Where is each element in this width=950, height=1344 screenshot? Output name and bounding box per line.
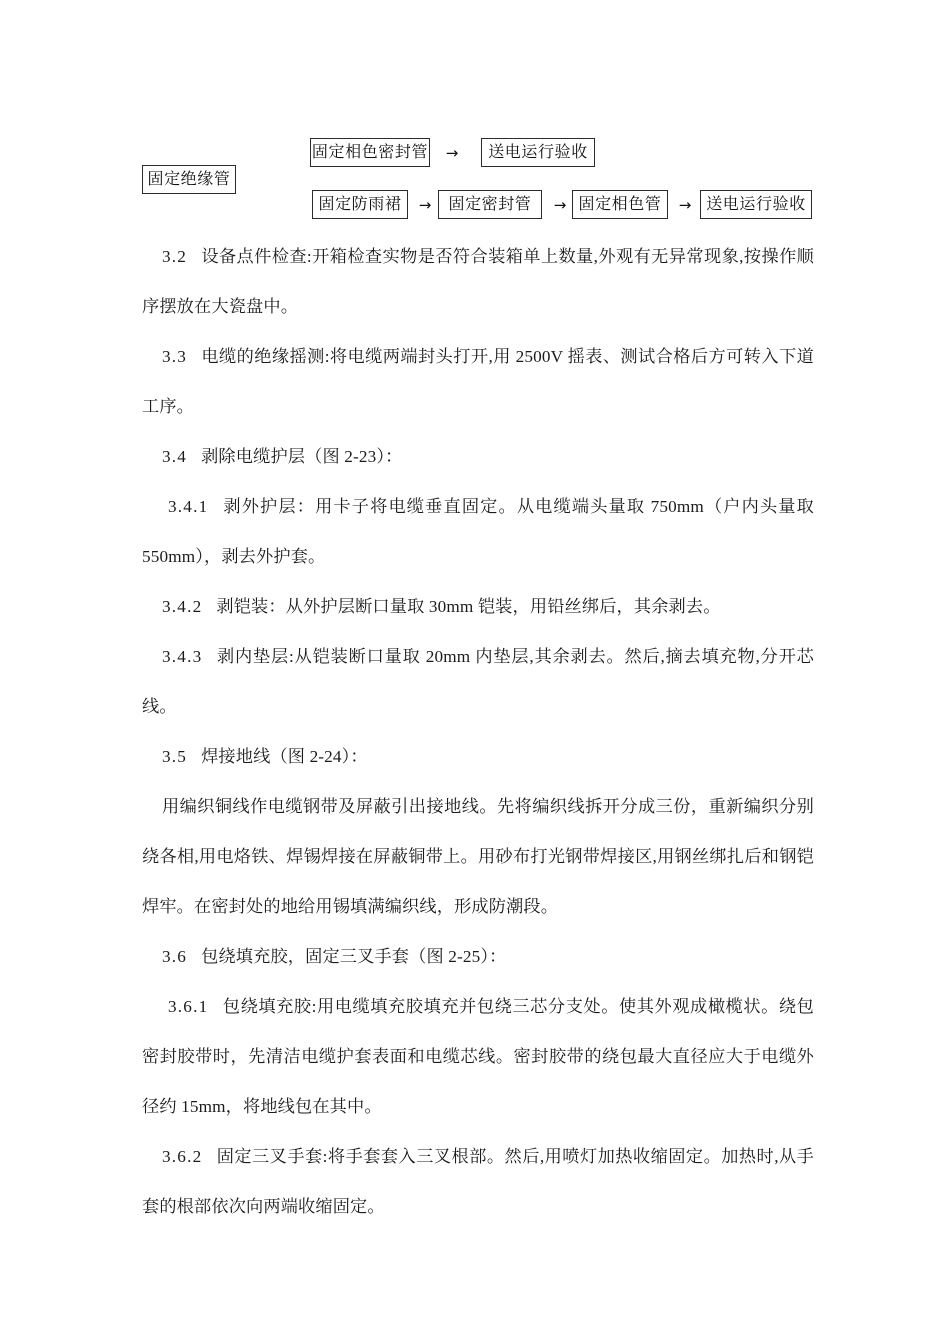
paragraph-number: 3.4.1 [168, 497, 209, 516]
paragraph [142, 782, 814, 932]
paragraph-text: 用编织铜线作电缆钢带及屏蔽引出接地线。先将编织线拆开分成三份，重新编织分别绕各相,用电烙铁、焊锡焊接在屏蔽铜带上。用砂布打光钢带焊接区,用钢丝绑扎后和钢铠焊牢。在密封处的地给用锡填满编织线，形成防潮段。 [142, 797, 814, 916]
paragraph-number: 3.6.2 [162, 1147, 203, 1166]
paragraph-text: 剥铠装：从外护层断口量取 30mm 铠装，用铅丝绑后，其余剥去。 [216, 597, 721, 616]
paragraph-number: 3.2 [162, 247, 188, 266]
paragraph-text: 电缆的绝缘摇测:将电缆两端封头打开,用 2500V 摇表、测试合格后方可转入下道工序。 [142, 347, 814, 416]
paragraph [142, 632, 814, 732]
paragraph [142, 332, 814, 432]
paragraph [142, 482, 814, 582]
paragraph [142, 232, 814, 332]
process-flowchart [0, 0, 950, 235]
paragraph-number: 3.4.2 [162, 597, 203, 616]
paragraph [142, 432, 814, 482]
paragraph-text: 包绕填充胶:用电缆填充胶填充并包绕三芯分支处。使其外观成橄榄状。绕包密封胶带时，先清洁电缆护套表面和电缆芯线。密封胶带的绕包最大直径应大于电缆外径约 15mm，将地线包在其中。 [142, 997, 814, 1116]
flow-box-power-on-acceptance-row2: 送电运行验收 [700, 190, 812, 219]
flow-box-fix-rain-skirt: 固定防雨裙 [312, 190, 408, 219]
paragraph [142, 982, 814, 1132]
paragraph-text: 固定三叉手套:将手套套入三叉根部。然后,用喷灯加热收缩固定。加热时,从手套的根部依次向两端收缩固定。 [142, 1147, 814, 1216]
paragraph-text: 设备点件检查:开箱检查实物是否符合装箱单上数量,外观有无异常现象,按操作顺序摆放在大瓷盘中。 [142, 247, 815, 316]
document-body [142, 232, 814, 1232]
paragraph-number: 3.6 [162, 947, 188, 966]
paragraph-number: 3.3 [162, 347, 188, 366]
paragraph-number: 3.4.3 [162, 647, 203, 666]
flow-arrow-icon: → [553, 196, 567, 214]
paragraph-text: 包绕填充胶，固定三叉手套（图 2-25）： [201, 947, 507, 966]
flow-arrow-icon: → [678, 196, 692, 214]
flow-box-power-on-acceptance-row1: 送电运行验收 [481, 138, 595, 167]
paragraph [142, 932, 814, 982]
flow-arrow-icon: → [418, 196, 432, 214]
paragraph-text: 焊接地线（图 2-24）： [201, 747, 368, 766]
paragraph-text: 剥内垫层:从铠装断口量取 20mm 内垫层,其余剥去。然后,摘去填充物,分开芯线。 [142, 647, 814, 716]
paragraph-text: 剥除电缆护层（图 2-23）： [201, 447, 403, 466]
flow-box-fix-phase-color-tube: 固定相色管 [572, 190, 668, 219]
flow-box-fix-insulation-tube: 固定绝缘管 [142, 165, 236, 194]
paragraph-number: 3.6.1 [168, 997, 209, 1016]
flow-arrow-icon: → [445, 144, 459, 162]
paragraph [142, 732, 814, 782]
paragraph-number: 3.4 [162, 447, 188, 466]
paragraph-text: 剥外护层：用卡子将电缆垂直固定。从电缆端头量取 750mm（户内头量取 550mm），剥去外护套。 [142, 497, 814, 566]
paragraph [142, 1132, 814, 1232]
paragraph [142, 582, 814, 632]
flow-box-fix-seal-tube: 固定密封管 [438, 190, 542, 219]
flow-box-fix-phase-color-seal-tube: 固定相色密封管 [310, 138, 430, 167]
paragraph-number: 3.5 [162, 747, 188, 766]
